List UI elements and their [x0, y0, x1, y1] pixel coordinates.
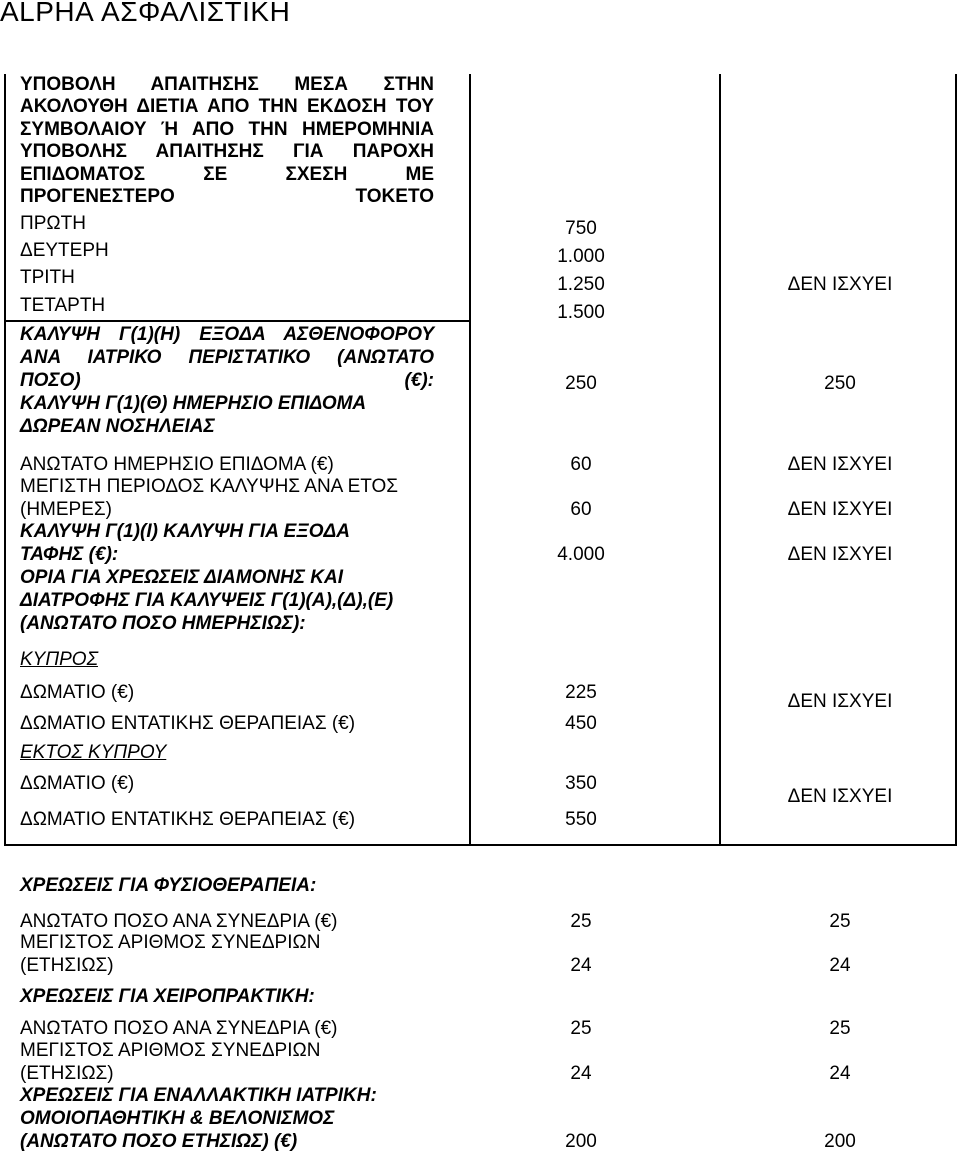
birth-value-1: 750	[565, 218, 597, 239]
alternative-line-1: ΧΡΕΩΣΕΙΣ ΓΙΑ ΕΝΑΛΛΑΚΤΙΚΗ ΙΑΤΡΙΚΗ:	[20, 1085, 377, 1106]
alternative-col2: 200	[565, 1131, 597, 1152]
birth-label-3: ΤΡΙΤΗ	[20, 267, 75, 288]
physio-max-sessions-col3: 24	[829, 955, 851, 976]
physio-max-sessions-col2: 24	[570, 955, 592, 976]
col1-right-border	[469, 74, 471, 846]
funeral-label: ΚΑΛΥΨΗ Γ(1)(Ι) ΚΑΛΥΨΗ ΓΙΑ ΕΞΟΔΑ ΤΑΦΗΣ (€):	[20, 521, 350, 565]
cyprus-room-col2: 225	[565, 682, 597, 703]
ambulance-label: ΚΑΛΥΨΗ Γ(1)(Η) ΕΞΟΔΑ ΑΣΘΕΝΟΦΟΡΟΥ ΑΝΑ ΙΑΤΡΙΚΟ ΠΕΡΙΣΤΑΤΙΚΟ (ΑΝΩΤΑΤΟ ΠΟΣΟ) (€):	[20, 324, 434, 391]
births-col3: ΔΕΝ ΙΣΧΥΕΙ	[787, 274, 893, 295]
physio-max-amount-label: ΑΝΩΤΑΤΟ ΠΟΣΟ ΑΝΑ ΣΥΝΕΔΡΙΑ (€)	[20, 911, 338, 932]
birth-label-2: ΔΕΥΤΕΡΗ	[20, 240, 109, 261]
funeral-col2: 4.000	[557, 544, 605, 565]
cyprus-icu-col2: 450	[565, 713, 597, 734]
table-left-border	[4, 74, 6, 846]
birth-value-4: 1.500	[557, 302, 605, 323]
daily-max-label: ΑΝΩΤΑΤΟ ΗΜΕΡΗΣΙΟ ΕΠΙΔΟΜΑ (€)	[20, 454, 334, 475]
abroad-col3: ΔΕΝ ΙΣΧΥΕΙ	[787, 786, 893, 807]
chiro-max-sessions-col2: 24	[570, 1063, 592, 1084]
alternative-line-3: (ΑΝΩΤΑΤΟ ΠΟΣΟ ΕΤΗΣΙΩΣ) (€)	[20, 1131, 298, 1152]
cyprus-room-label: ΔΩΜΑΤΙΟ (€)	[20, 682, 135, 703]
chiro-max-amount-col2: 25	[570, 1018, 592, 1039]
daily-max-col2: 60	[570, 454, 592, 475]
cyprus-col3: ΔΕΝ ΙΣΧΥΕΙ	[787, 691, 893, 712]
abroad-room-label: ΔΩΜΑΤΙΟ (€)	[20, 773, 135, 794]
birth-label-4: ΤΕΤΑΡΤΗ	[20, 295, 106, 316]
physio-heading: ΧΡΕΩΣΕΙΣ ΓΙΑ ΦΥΣΙΟΘΕΡΑΠΕΙΑ:	[20, 875, 317, 896]
ambulance-col3: 250	[824, 373, 856, 394]
physio-max-amount-col3: 25	[829, 911, 851, 932]
abroad-icu-col2: 550	[565, 809, 597, 830]
daily-max-col3: ΔΕΝ ΙΣΧΥΕΙ	[787, 454, 893, 475]
funeral-col3: ΔΕΝ ΙΣΧΥΕΙ	[787, 544, 893, 565]
abroad-heading: ΕΚΤΟΣ ΚΥΠΡΟΥ	[20, 742, 167, 763]
max-period-col3: ΔΕΝ ΙΣΧΥΕΙ	[787, 499, 893, 520]
max-period-col2: 60	[570, 499, 592, 520]
cyprus-heading: ΚΥΠΡΟΣ	[20, 649, 98, 670]
birth-label-1: ΠΡΩΤΗ	[20, 213, 86, 234]
table-right-border	[955, 74, 957, 846]
ambulance-col2: 250	[565, 373, 597, 394]
physio-max-sessions-label-2: (ΕΤΗΣΙΩΣ)	[20, 955, 114, 976]
page-title: ALPHA ΑΣΦΑΛΙΣΤΙΚΗ	[0, 0, 291, 27]
abroad-room-col2: 350	[565, 773, 597, 794]
alternative-col3: 200	[824, 1131, 856, 1152]
claim-heading: ΥΠΟΒΟΛΗ ΑΠΑΙΤΗΣΗΣ ΜΕΣΑ ΣΤΗΝ ΑΚΟΛΟΥΘΗ ΔΙΕΤΙΑ ΑΠΟ ΤΗΝ ΕΚΔΟΣΗ ΤΟΥ ΣΥΜΒΟΛΑΙΟΥ Ή ΑΠΟ ΤΗΝ ΗΜΕΡΟΜΗΝΙΑ ΥΠΟΒΟΛΗΣ ΑΠΑΙΤΗΣΗΣ ΓΙΑ ΠΑΡΟΧΗ ΕΠΙΔΟΜΑΤΟΣ ΣΕ ΣΧΕΣΗ ΜΕ ΠΡΟΓΕΝΕΣΤΕΡΟ ΤΟΚΕΤΟ	[20, 74, 434, 208]
max-period-label: ΜΕΓΙΣΤΗ ΠΕΡΙΟΔΟΣ ΚΑΛΥΨΗΣ ΑΝΑ ΕΤΟΣ (ΗΜΕΡΕΣ)	[20, 476, 399, 520]
chiro-max-sessions-label-2: (ΕΤΗΣΙΩΣ)	[20, 1063, 114, 1084]
cyprus-icu-label: ΔΩΜΑΤΙΟ ΕΝΤΑΤΙΚΗΣ ΘΕΡΑΠΕΙΑΣ (€)	[20, 713, 356, 734]
chiro-max-amount-col3: 25	[829, 1018, 851, 1039]
daily-free-label: ΚΑΛΥΨΗ Γ(1)(Θ) ΗΜΕΡΗΣΙΟ ΕΠΙΔΟΜΑ ΔΩΡΕΑΝ ΝΟΣΗΛΕΙΑΣ	[20, 393, 366, 437]
births-separator	[4, 320, 471, 322]
abroad-icu-label: ΔΩΜΑΤΙΟ ΕΝΤΑΤΙΚΗΣ ΘΕΡΑΠΕΙΑΣ (€)	[20, 809, 356, 830]
birth-value-3: 1.250	[557, 274, 605, 295]
birth-value-2: 1.000	[557, 246, 605, 267]
room-limits-heading: ΟΡΙΑ ΓΙΑ ΧΡΕΩΣΕΙΣ ΔΙΑΜΟΝΗΣ ΚΑΙ ΔΙΑΤΡΟΦΗΣ ΓΙΑ ΚΑΛΥΨΕΙΣ Γ(1)(Α),(Δ),(Ε) (ΑΝΩΤΑΤΟ ΠΟΣΟ ΗΜΕΡΗΣΙΩΣ):	[20, 567, 394, 634]
chiro-max-sessions-label-1: ΜΕΓΙΣΤΟΣ ΑΡΙΘΜΟΣ ΣΥΝΕΔΡΙΩΝ	[20, 1040, 321, 1061]
chiro-max-amount-label: ΑΝΩΤΑΤΟ ΠΟΣΟ ΑΝΑ ΣΥΝΕΔΡΙΑ (€)	[20, 1018, 338, 1039]
col2-right-border	[719, 74, 721, 846]
alternative-line-2: ΟΜΟΙΟΠΑΘΗΤΙΚΗ & ΒΕΛΟΝΙΣΜΟΣ	[20, 1108, 335, 1129]
chiro-max-sessions-col3: 24	[829, 1063, 851, 1084]
chiro-heading: ΧΡΕΩΣΕΙΣ ΓΙΑ ΧΕΙΡΟΠΡΑΚΤΙΚΗ:	[20, 986, 315, 1007]
physio-max-amount-col2: 25	[570, 911, 592, 932]
physio-max-sessions-label-1: ΜΕΓΙΣΤΟΣ ΑΡΙΘΜΟΣ ΣΥΝΕΔΡΙΩΝ	[20, 932, 321, 953]
table-bottom-border	[4, 844, 957, 846]
